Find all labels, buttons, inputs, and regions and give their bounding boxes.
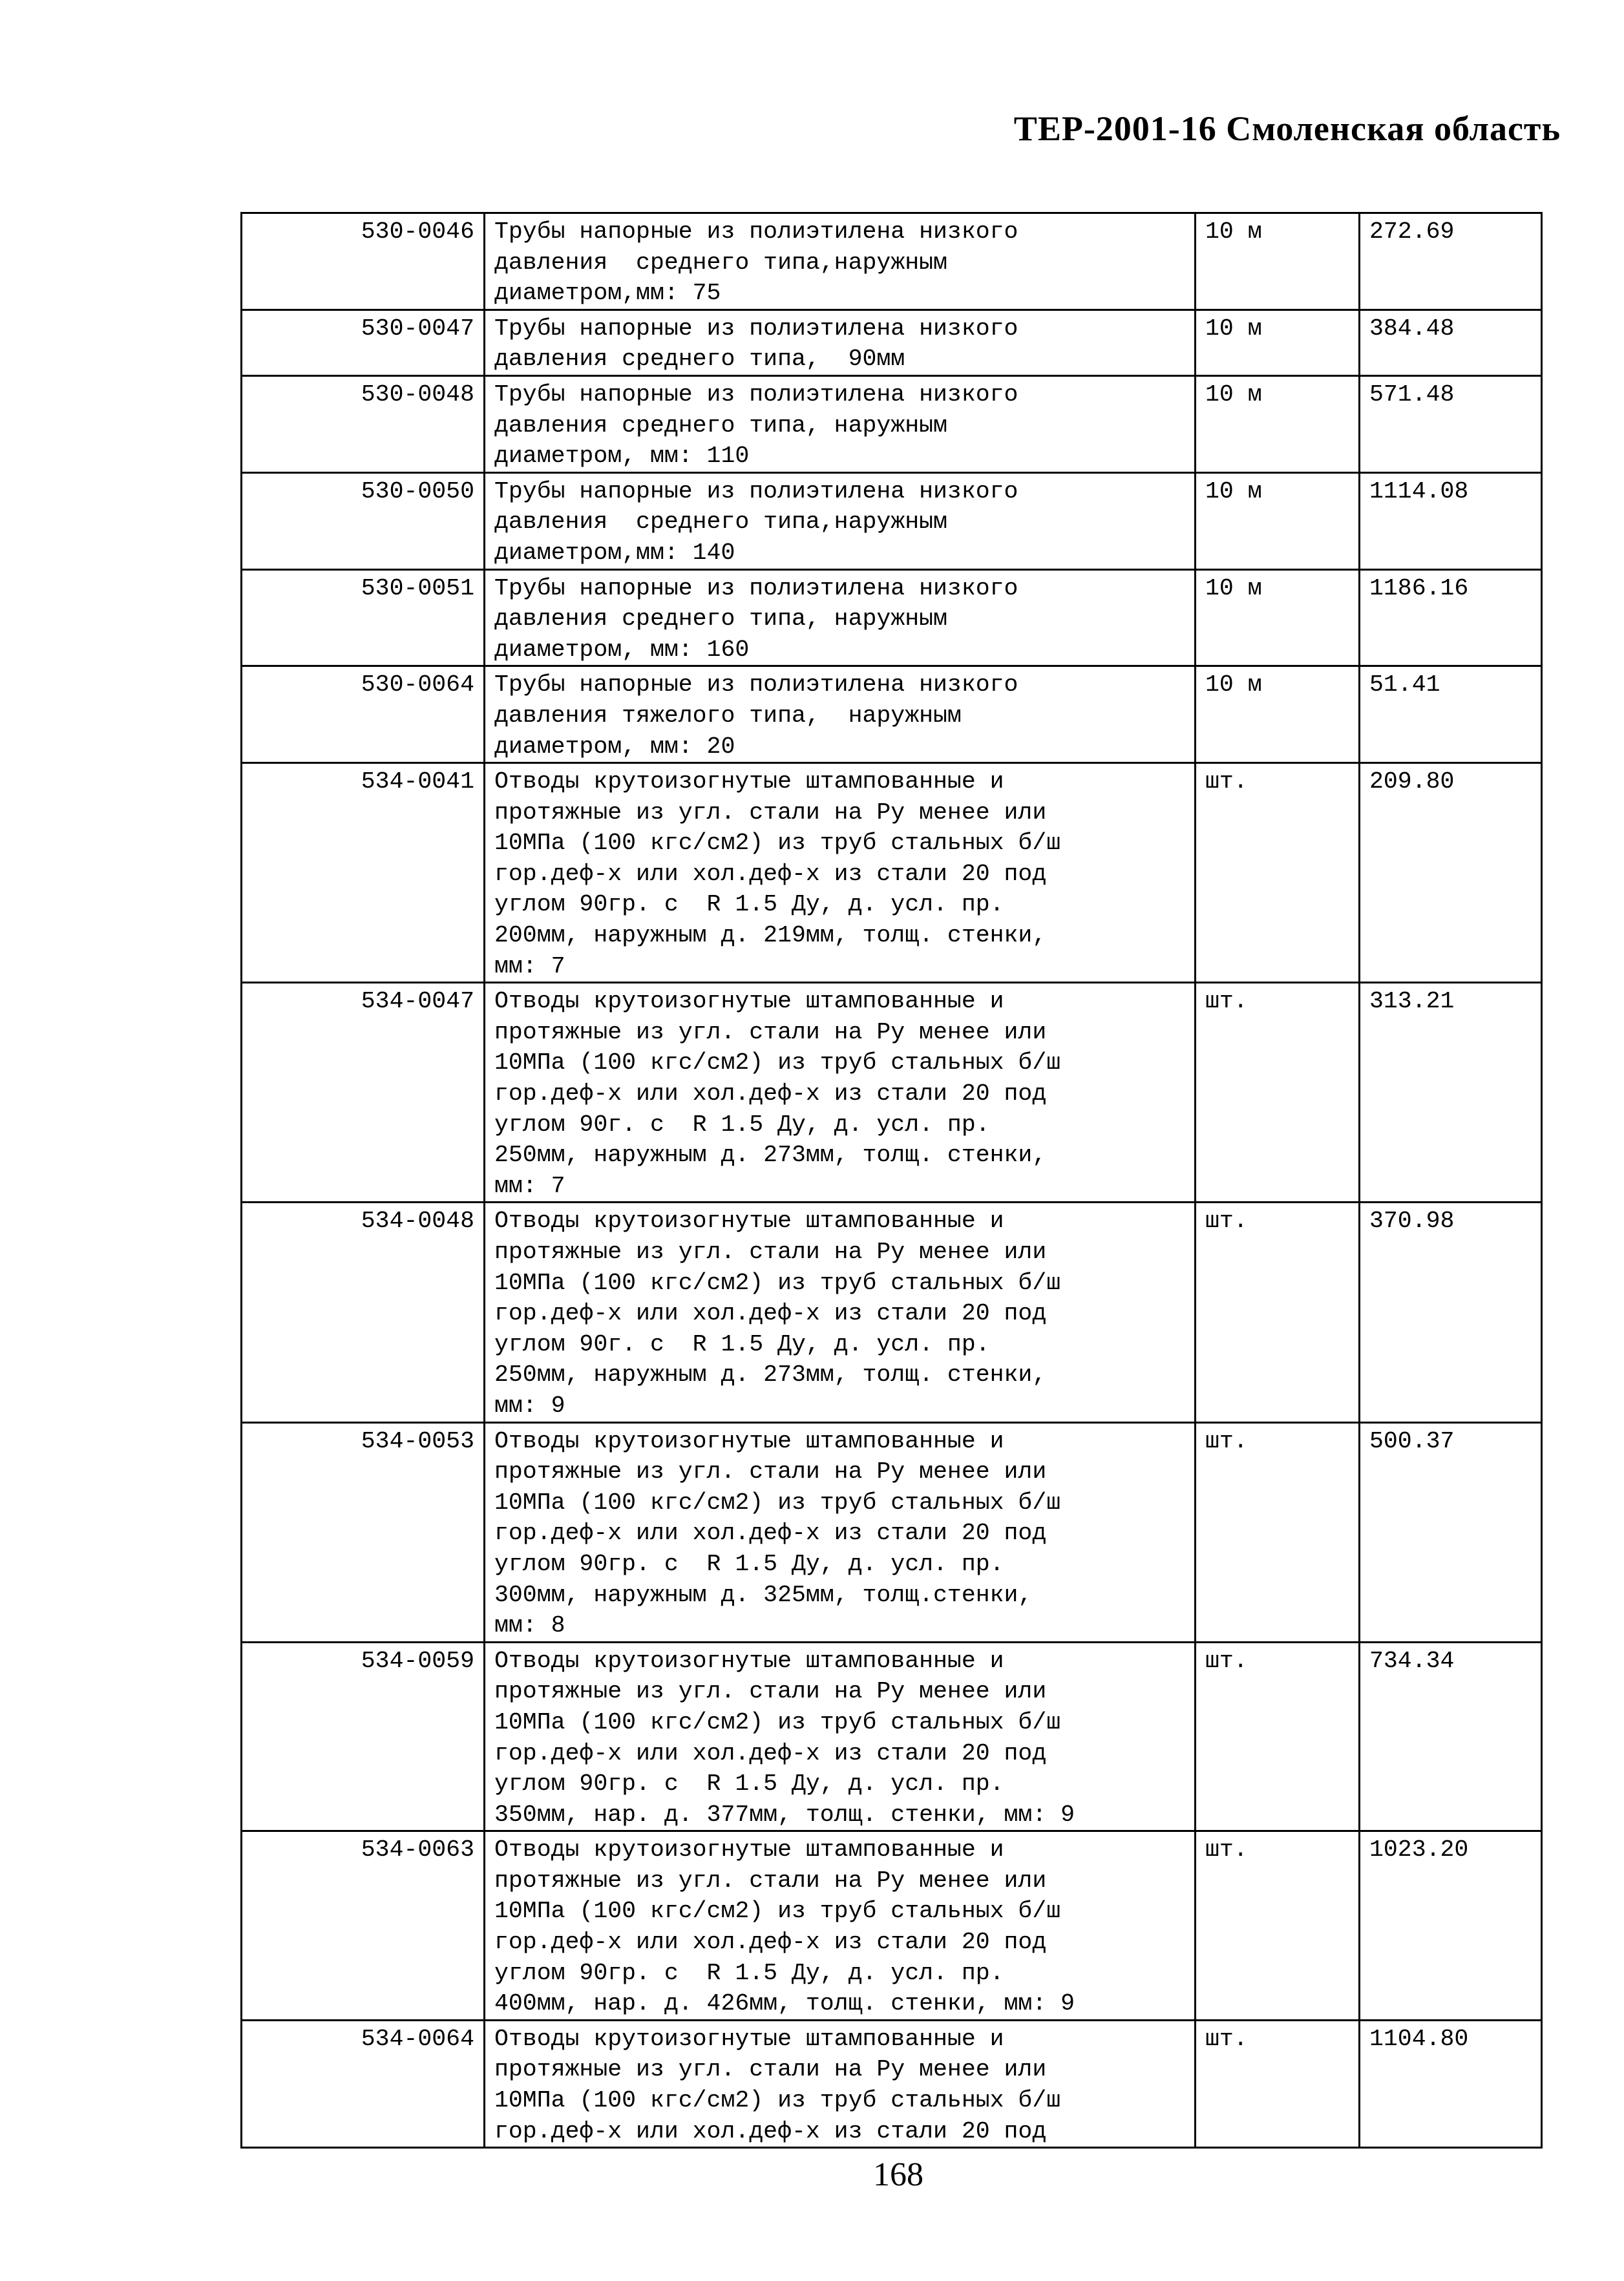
table-row xyxy=(242,310,1542,375)
row-code: 530-0048 xyxy=(242,375,485,472)
row-price: 313.21 xyxy=(1360,983,1542,1203)
price-table xyxy=(240,212,1543,2149)
row-description: Трубы напорные из полиэтилена низкого давления среднего типа,наружным диаметром,мм: 75 xyxy=(485,213,1196,310)
row-price: 500.37 xyxy=(1360,1422,1542,1642)
row-code: 530-0046 xyxy=(242,213,485,310)
row-code: 530-0064 xyxy=(242,666,485,763)
row-price: 51.41 xyxy=(1360,666,1542,763)
table-row xyxy=(242,1422,1542,1642)
row-description: Отводы крутоизогнутые штампованные и протяжные из угл. стали на Ру менее или 10МПа (100 кгс/см2) из труб стальных б/ш гор.деф-х или хол.деф-х из стали 20 под углом 90г. с R 1.5 Ду, д. усл. пр. 250мм, наружным д. 273мм, толщ. стенки, мм: 7 xyxy=(485,983,1196,1203)
row-unit: шт. xyxy=(1196,1422,1360,1642)
row-price: 209.80 xyxy=(1360,763,1542,983)
table-row xyxy=(242,1831,1542,2021)
row-code: 534-0048 xyxy=(242,1203,485,1422)
row-description: Трубы напорные из полиэтилена низкого давления тяжелого типа, наружным диаметром, мм: 20 xyxy=(485,666,1196,763)
row-unit: шт. xyxy=(1196,1203,1360,1422)
row-code: 534-0041 xyxy=(242,763,485,983)
row-unit: 10 м xyxy=(1196,213,1360,310)
row-unit: шт. xyxy=(1196,983,1360,1203)
table-row xyxy=(242,375,1542,472)
row-unit: 10 м xyxy=(1196,375,1360,472)
row-code: 530-0047 xyxy=(242,310,485,375)
row-price: 1023.20 xyxy=(1360,1831,1542,2021)
table-row xyxy=(242,213,1542,310)
row-description: Трубы напорные из полиэтилена низкого давления среднего типа, 90мм xyxy=(485,310,1196,375)
row-price: 1114.08 xyxy=(1360,472,1542,569)
row-description: Трубы напорные из полиэтилена низкого давления среднего типа, наружным диаметром, мм: 160 xyxy=(485,569,1196,666)
row-code: 534-0063 xyxy=(242,1831,485,2021)
row-description: Трубы напорные из полиэтилена низкого давления среднего типа, наружным диаметром, мм: 110 xyxy=(485,375,1196,472)
table-row xyxy=(242,1642,1542,1831)
page-header-title: ТЕР-2001-16 Смоленская область xyxy=(1013,109,1561,148)
table-row xyxy=(242,666,1542,763)
row-description: Отводы крутоизогнутые штампованные и протяжные из угл. стали на Ру менее или 10МПа (100 кгс/см2) из труб стальных б/ш гор.деф-х или хол.деф-х из стали 20 под углом 90гр. с R 1.5 Ду, д. усл. пр. 400мм, нар. д. 426мм, толщ. стенки, мм: 9 xyxy=(485,1831,1196,2021)
row-unit: шт. xyxy=(1196,2020,1360,2147)
row-description: Отводы крутоизогнутые штампованные и протяжные из угл. стали на Ру менее или 10МПа (100 кгс/см2) из труб стальных б/ш гор.деф-х или хол.деф-х из стали 20 под углом 90гр. с R 1.5 Ду, д. усл. пр. 350мм, нар. д. 377мм, толщ. стенки, мм: 9 xyxy=(485,1642,1196,1831)
row-description: Трубы напорные из полиэтилена низкого давления среднего типа,наружным диаметром,мм: 140 xyxy=(485,472,1196,569)
row-unit: 10 м xyxy=(1196,569,1360,666)
row-unit: шт. xyxy=(1196,763,1360,983)
price-table-body xyxy=(242,213,1542,2148)
row-unit: шт. xyxy=(1196,1642,1360,1831)
row-description: Отводы крутоизогнутые штампованные и протяжные из угл. стали на Ру менее или 10МПа (100 кгс/см2) из труб стальных б/ш гор.деф-х или хол.деф-х из стали 20 под углом 90гр. с R 1.5 Ду, д. усл. пр. 300мм, наружным д. 325мм, толщ.стенки, мм: 8 xyxy=(485,1422,1196,1642)
row-code: 534-0053 xyxy=(242,1422,485,1642)
table-row xyxy=(242,472,1542,569)
table-row xyxy=(242,983,1542,1203)
row-unit: шт. xyxy=(1196,1831,1360,2021)
row-unit: 10 м xyxy=(1196,310,1360,375)
row-price: 1186.16 xyxy=(1360,569,1542,666)
row-code: 530-0051 xyxy=(242,569,485,666)
row-price: 734.34 xyxy=(1360,1642,1542,1831)
table-row xyxy=(242,763,1542,983)
row-description: Отводы крутоизогнутые штампованные и протяжные из угл. стали на Ру менее или 10МПа (100 кгс/см2) из труб стальных б/ш гор.деф-х или хол.деф-х из стали 20 под xyxy=(485,2020,1196,2147)
page-number: 168 xyxy=(873,2156,923,2193)
row-description: Отводы крутоизогнутые штампованные и протяжные из угл. стали на Ру менее или 10МПа (100 кгс/см2) из труб стальных б/ш гор.деф-х или хол.деф-х из стали 20 под углом 90гр. с R 1.5 Ду, д. усл. пр. 200мм, наружным д. 219мм, толщ. стенки, мм: 7 xyxy=(485,763,1196,983)
row-description: Отводы крутоизогнутые штампованные и протяжные из угл. стали на Ру менее или 10МПа (100 кгс/см2) из труб стальных б/ш гор.деф-х или хол.деф-х из стали 20 под углом 90г. с R 1.5 Ду, д. усл. пр. 250мм, наружным д. 273мм, толщ. стенки, мм: 9 xyxy=(485,1203,1196,1422)
row-price: 1104.80 xyxy=(1360,2020,1542,2147)
row-unit: 10 м xyxy=(1196,472,1360,569)
row-code: 534-0047 xyxy=(242,983,485,1203)
table-row xyxy=(242,1203,1542,1422)
table-row xyxy=(242,2020,1542,2147)
row-code: 530-0050 xyxy=(242,472,485,569)
row-price: 384.48 xyxy=(1360,310,1542,375)
row-code: 534-0059 xyxy=(242,1642,485,1831)
row-unit: 10 м xyxy=(1196,666,1360,763)
row-price: 370.98 xyxy=(1360,1203,1542,1422)
row-code: 534-0064 xyxy=(242,2020,485,2147)
row-price: 272.69 xyxy=(1360,213,1542,310)
table-row xyxy=(242,569,1542,666)
row-price: 571.48 xyxy=(1360,375,1542,472)
